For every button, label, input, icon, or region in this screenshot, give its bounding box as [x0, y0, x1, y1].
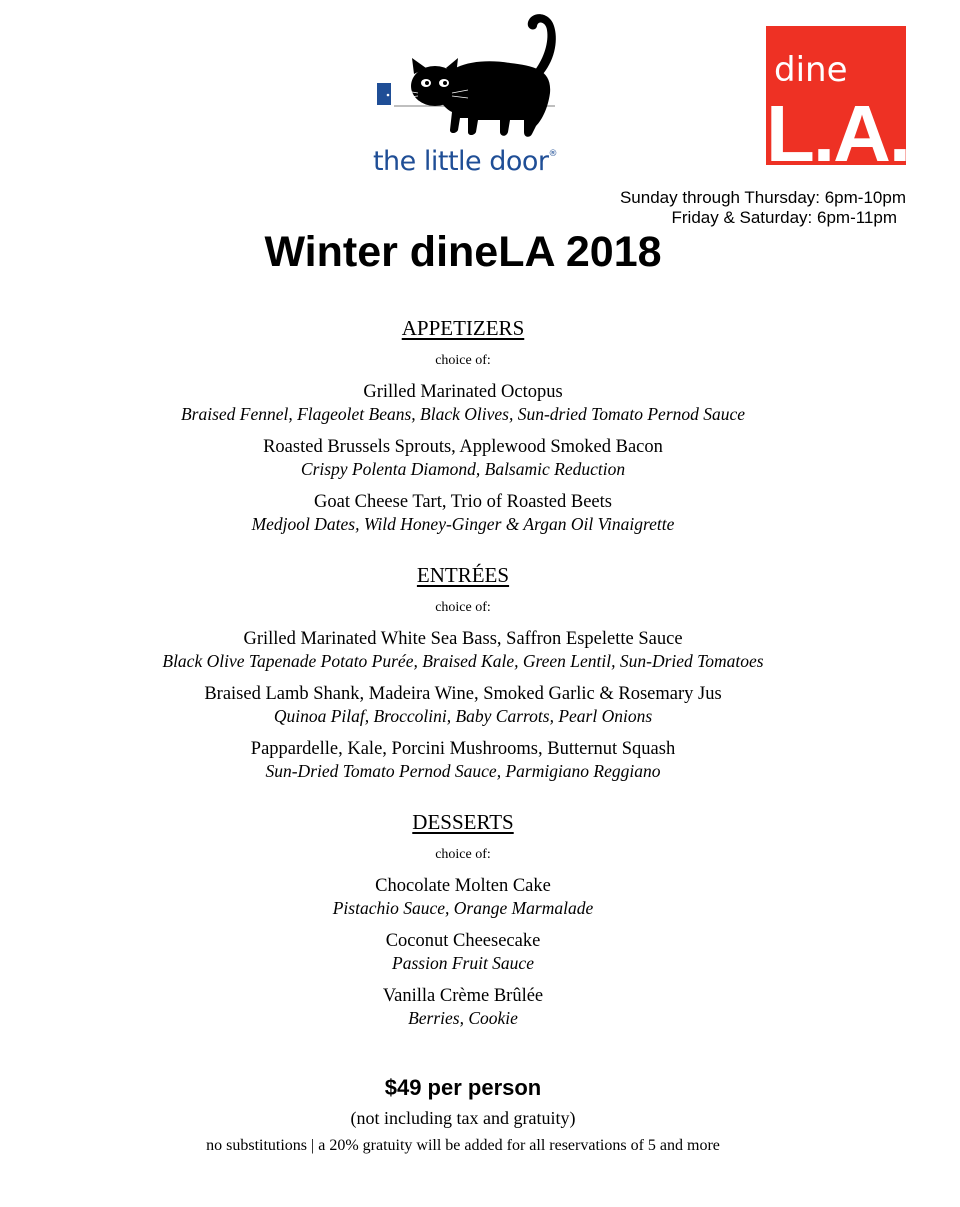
- dish-desc: Black Olive Tapenade Potato Purée, Braised Kale, Green Lentil, Sun-Dried Tomatoes: [162, 651, 764, 671]
- section-title-appetizers: APPETIZERS: [401, 316, 525, 340]
- dish-desc: Braised Fennel, Flageolet Beans, Black Olives, Sun-dried Tomato Pernod Sauce: [180, 404, 746, 424]
- dish-desc: Passion Fruit Sauce: [392, 953, 534, 973]
- badge-la-text: L.A.: [766, 89, 910, 178]
- dish-desc: Pistachio Sauce, Orange Marmalade: [332, 898, 594, 918]
- choice-label: choice of:: [435, 600, 491, 615]
- section-title-entrees: ENTRÉES: [416, 563, 510, 587]
- dish-name: Pappardelle, Kale, Porcini Mushrooms, Butternut Squash: [250, 739, 676, 759]
- dish-desc: Quinoa Pilaf, Broccolini, Baby Carrots, Pearl Onions: [273, 706, 653, 726]
- choice-label: choice of:: [435, 847, 491, 862]
- dish-desc: Medjool Dates, Wild Honey-Ginger & Argan Oil Vinaigrette: [251, 514, 675, 534]
- dish-name: Braised Lamb Shank, Madeira Wine, Smoked Garlic & Rosemary Jus: [204, 684, 722, 704]
- badge-dine-text: dine: [774, 50, 848, 90]
- section-title-desserts: DESSERTS: [412, 810, 514, 834]
- price: $49 per person: [384, 1075, 542, 1100]
- dish-name: Coconut Cheesecake: [385, 931, 541, 951]
- dish-name: Vanilla Crème Brûlée: [382, 986, 544, 1006]
- dish-name: Goat Cheese Tart, Trio of Roasted Beets: [314, 492, 612, 512]
- dish-desc: Sun-Dried Tomato Pernod Sauce, Parmigiano Reggiano: [265, 761, 661, 781]
- dish-name: Roasted Brussels Sprouts, Applewood Smoked Bacon: [263, 437, 663, 457]
- hours-weekend: Friday & Saturday: 6pm-11pm: [671, 208, 897, 227]
- policy-note: no substitutions | a 20% gratuity will be added for all reservations of 5 and more: [206, 1137, 720, 1154]
- dinela-badge: [766, 26, 910, 178]
- dish-desc: Crispy Polenta Diamond, Balsamic Reduction: [300, 459, 626, 479]
- dish-name: Chocolate Molten Cake: [375, 876, 551, 896]
- hours-weekday: Sunday through Thursday: 6pm-10pm: [619, 188, 906, 207]
- dish-name: Grilled Marinated White Sea Bass, Saffron Espelette Sauce: [243, 629, 683, 649]
- tax-note: (not including tax and gratuity): [350, 1108, 576, 1128]
- dish-desc: Berries, Cookie: [408, 1008, 518, 1028]
- cat-door-icon: [360, 8, 560, 148]
- page-title: Winter dineLA 2018: [264, 228, 662, 276]
- brand-name: the little door®: [372, 146, 558, 177]
- dish-name: Grilled Marinated Octopus: [363, 382, 563, 402]
- choice-label: choice of:: [435, 353, 491, 368]
